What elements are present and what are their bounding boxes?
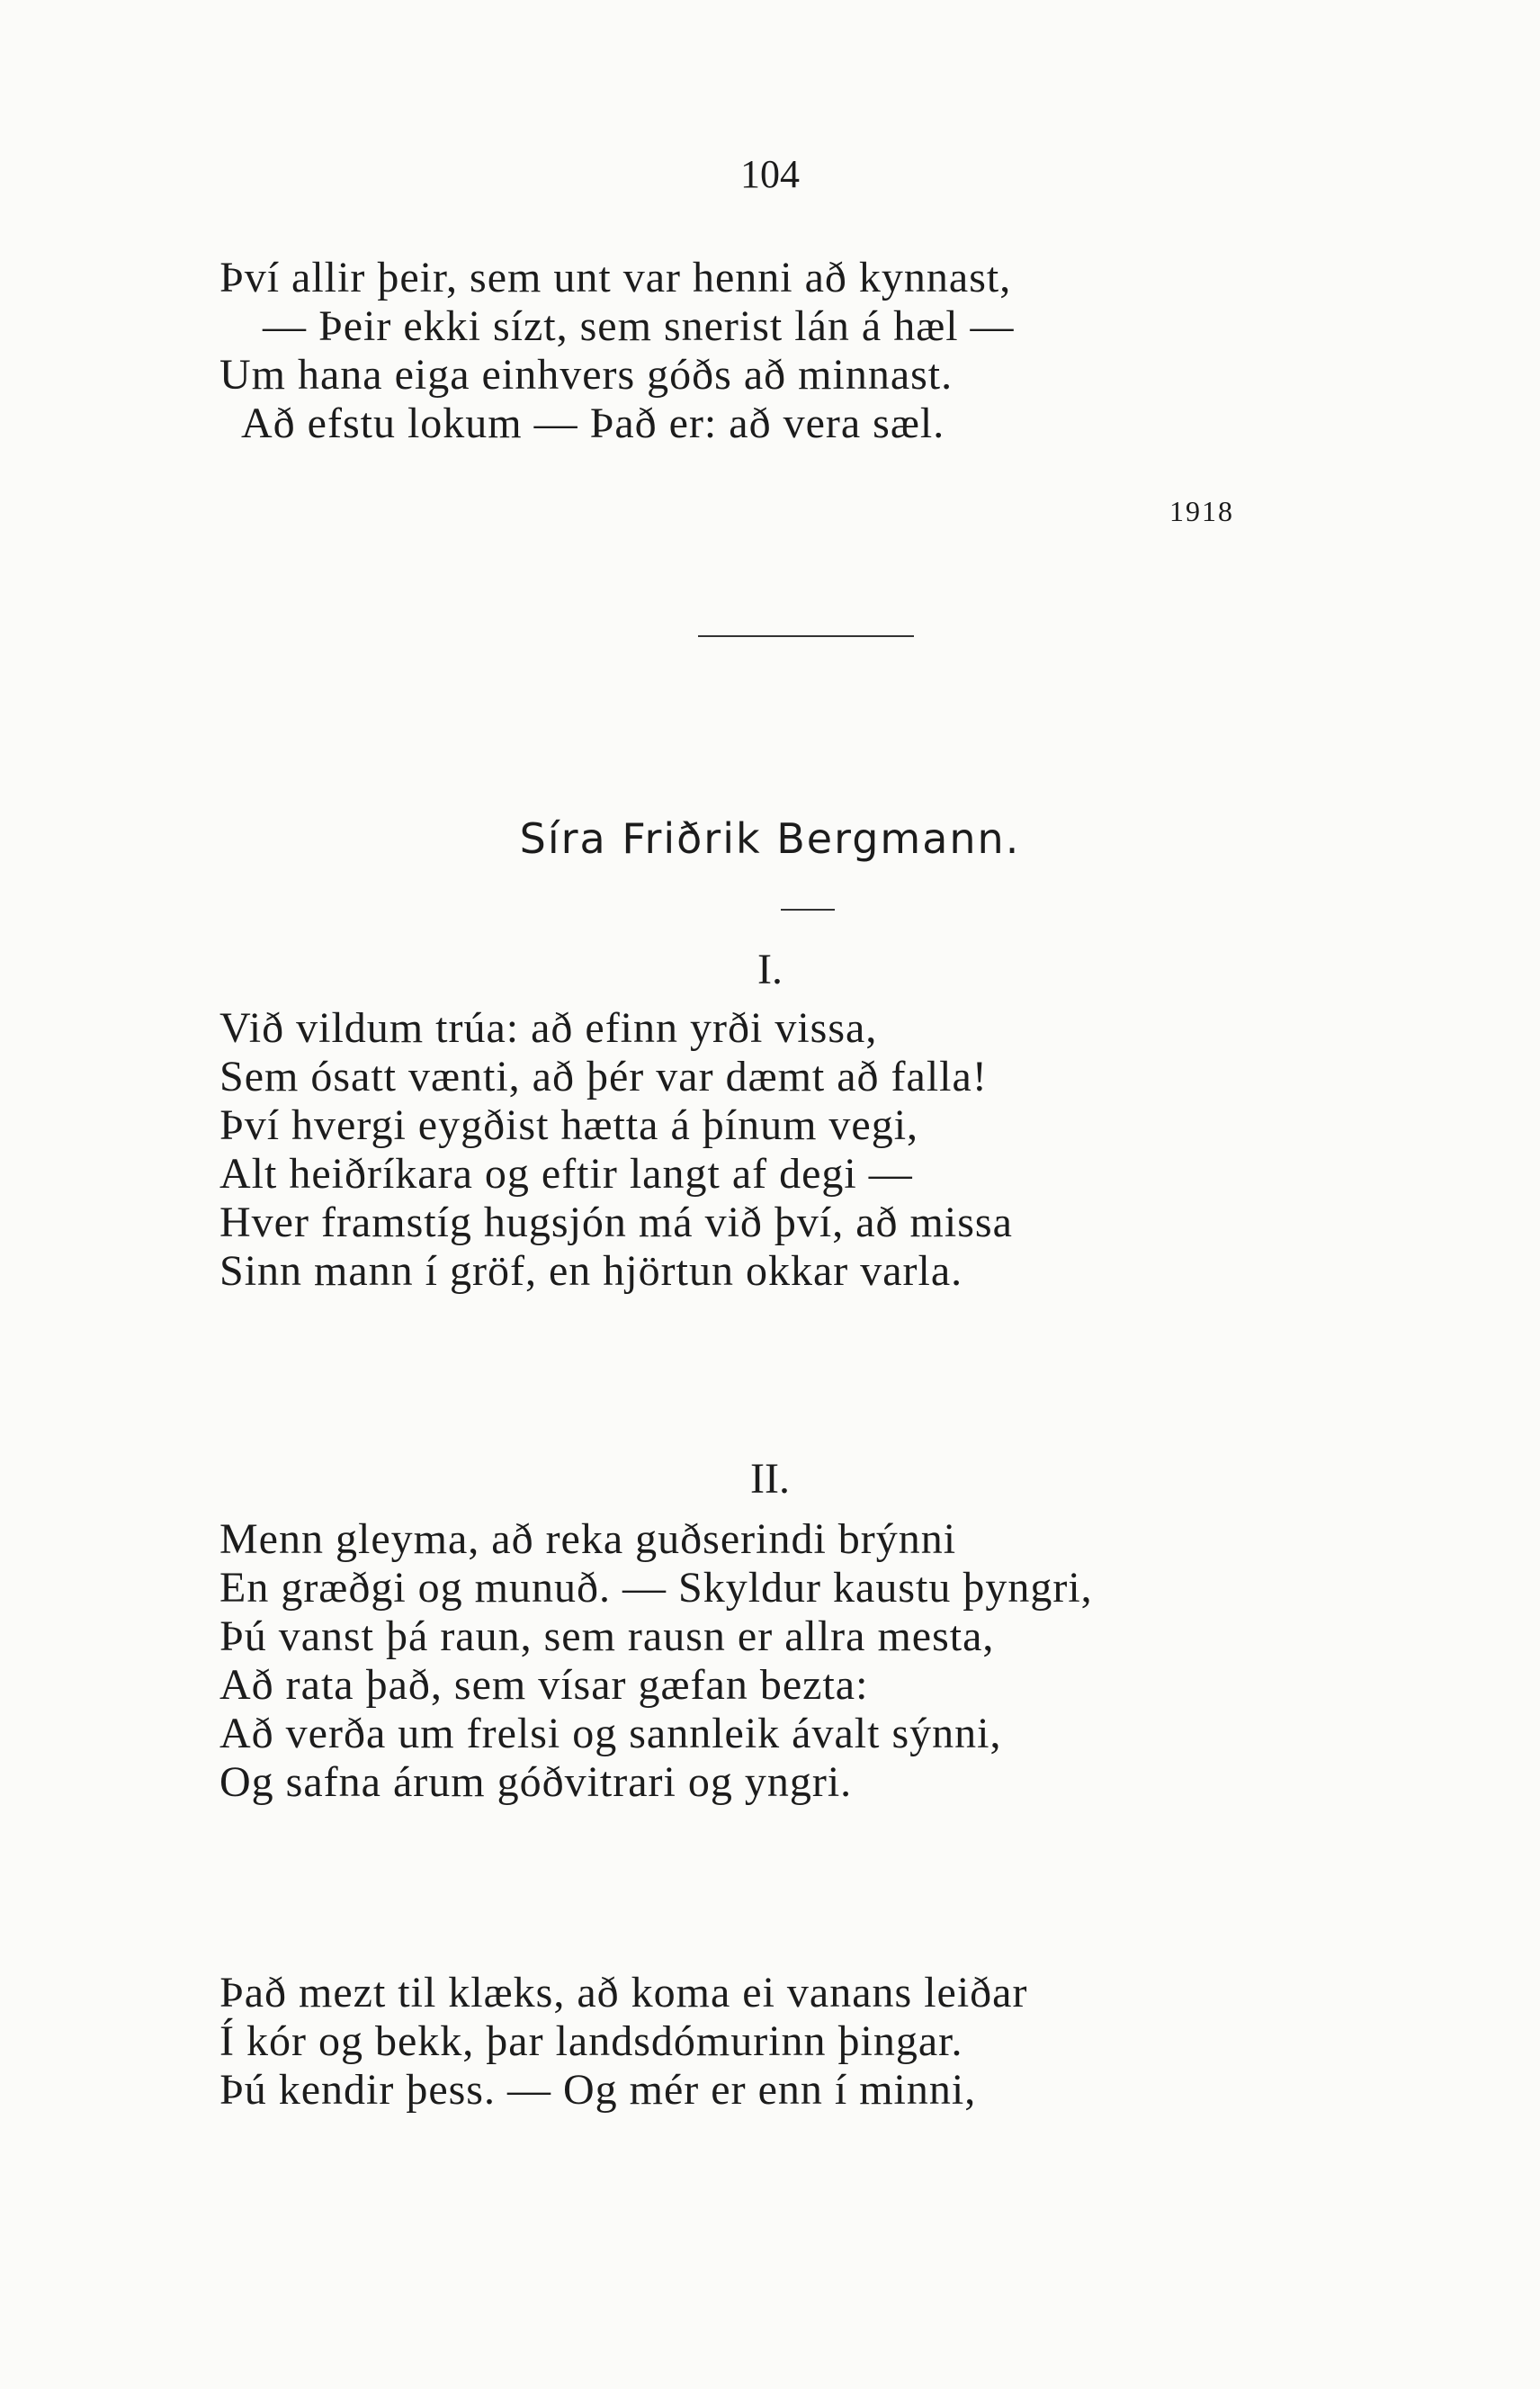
section-divider [698,635,914,637]
poem-line: Hver framstíg hugsjón má við því, að missa [219,1199,1013,1246]
poem-line: Menn gleyma, að reka guðserindi brýnni [219,1515,957,1563]
poem-line: Um hana eiga einhvers góðs að minnast. [219,351,954,399]
poem-line: Og safna árum góðvitrari og yngri. [219,1758,853,1806]
poem-line: Þú kendir þess. — Og mér er enn í minni, [219,2066,977,2114]
section-number: I. [757,946,783,993]
poem-year: 1918 [1169,495,1234,527]
poem-end-stanza [219,254,1015,448]
poem-line: Að rata það, sem vísar gæfan bezta: [219,1661,869,1709]
page-number: 104 [740,152,800,196]
title-divider [781,909,835,911]
poem-line: Að efstu lokum — Það er: að vera sæl. [241,400,945,447]
poem-line: — Þeir ekki sízt, sem snerist lán á hæl — [263,302,1015,350]
poem-line: Því hvergi eygðist hætta á þínum vegi, [219,1101,919,1149]
poem-line: Alt heiðríkara og eftir langt af degi — [219,1150,913,1198]
poem-line: Við vildum trúa: að efinn yrði vissa, [219,1004,878,1052]
poem-title: Síra Friðrik Bergmann. [519,814,1021,863]
poem-line: Það mezt til klæks, að koma ei vanans leiðar [219,1969,1028,2016]
poem-line: En græðgi og munuð. — Skyldur kaustu þyngri, [219,1564,1093,1612]
poem-line: Því allir þeir, sem unt var henni að kynnast, [219,254,1012,301]
poem-line: Þú vanst þá raun, sem rausn er allra mesta, [219,1612,995,1660]
poem-line: Í kór og bekk, þar landsdómurinn þingar. [219,2017,963,2065]
poem-line: Sinn mann í gröf, en hjörtun okkar varla. [219,1247,963,1295]
stanza-three [219,1969,1027,2115]
stanza-one [219,1004,1013,1296]
stanza-two [219,1515,1093,1807]
section-number: II. [750,1455,790,1503]
poem-line: Sem ósatt vænti, að þér var dæmt að falla! [219,1053,988,1100]
poem-line: Að verða um frelsi og sannleik ávalt sýnni, [219,1710,1002,1757]
